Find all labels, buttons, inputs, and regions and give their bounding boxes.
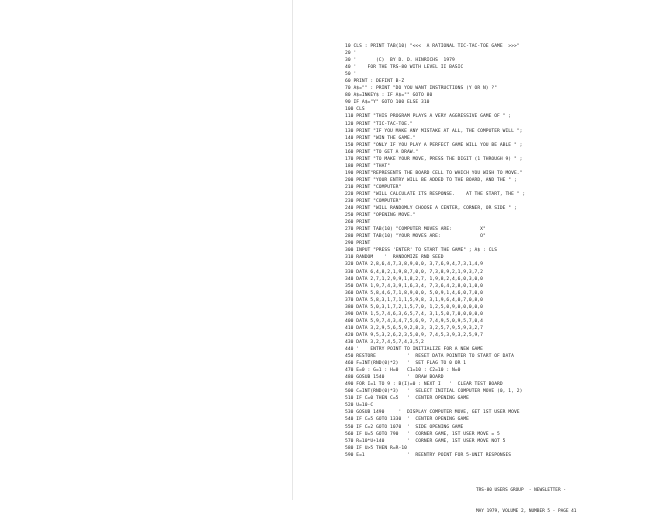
code-line: 560 IF U=5 GOTO 790 ' CORNER GAME, 1ST USER MOVE = 5 — [345, 431, 500, 437]
code-line: 490 FOR I=1 TO 9 : B(I)=0 : NEXT I ' CLEAR TEST BOARD — [345, 382, 503, 388]
code-line: 400 DATA 5,9,7,4,3,4,7,5,6,9, 7,4,9,5,0,9,5,7,0,4 — [345, 318, 483, 324]
code-line: 150 PRINT "ONLY IF YOU PLAY A PERFECT GAME WILL YOU BE ABLE " ; — [345, 142, 523, 148]
code-line: 390 DATA 1,5,7,4,6,3,6,5,7,4, 3,1,5,0,7,0,0,0,0,0 — [345, 311, 483, 317]
code-line: 420 DATA 9,5,3,2,6,2,3,5,0,9, 7,4,5,3,9,3,2,5,9,7 — [345, 332, 483, 338]
code-line: 100 CLS — [345, 107, 365, 113]
code-line: 310 RANDOM ' RANDOMIZE RND SEED — [345, 255, 444, 261]
code-line: 10 CLS : PRINT TAB(10) "<<< A RATIONAL TIC-TAC-TOE GAME >>>" — [345, 44, 520, 49]
code-line: 300 INPUT "PRESS 'ENTER' TO START THE GAME" ; A$ : CLS — [345, 248, 498, 254]
code-line: 270 PRINT TAB(10) "COMPUTER MOVES ARE: X" — [345, 227, 486, 233]
code-line: 540 IF C=5 GOTO 1330 ' CENTER OPENING GAME — [345, 417, 469, 423]
code-line: 410 DATA 3,2,9,5,6,5,9,2,8,3, 3,2,5,7,9,5,9,3,2,7 — [345, 325, 483, 331]
code-line: 370 DATA 5,8,3,1,7,1,1,5,9,8, 3,1,9,6,4,0,7,0,8,0 — [345, 297, 483, 303]
code-line: 330 DATA 6,4,8,2,1,9,8,7,0,0, 7,3,8,9,2,1,9,3,7,2 — [345, 269, 483, 275]
code-line: 130 PRINT "IF YOU MAKE ANY MISTAKE AT ALL, THE COMPUTER WILL "; — [345, 128, 523, 134]
code-line: 340 DATA 2,7,1,2,9,9,1,8,2,7, 1,9,8,2,4,6,0,3,0,0 — [345, 276, 483, 282]
code-line: 170 PRINT "TO MAKE YOUR MOVE, PRESS THE DIGIT (1 THROUGH 9) " ; — [345, 156, 523, 162]
code-line: 450 RESTORE ' RESET DATA POINTER TO START OF DATA — [345, 354, 514, 360]
code-line: 140 PRINT "WIN THE GAME." — [345, 135, 416, 141]
code-line: 500 C=INT(RND(0)*3) ' SELECT INITIAL COMPUTER MOVE (0, 1, 2) — [345, 389, 523, 395]
code-line: 110 PRINT "THIS PROGRAM PLAYS A VERY AGGRESSIVE GAME OF " ; — [345, 114, 512, 120]
code-line: 210 PRINT "COMPUTER" — [345, 184, 402, 190]
page-footer — [476, 473, 636, 529]
newsletter-page — [293, 0, 647, 514]
code-line: 190 PRINT"REPRESENTS THE BOARD CELL TO WHICH YOU WISH TO MOVE." — [345, 170, 523, 176]
basic-program-listing — [345, 43, 641, 459]
code-line: 60 PRINT : DEFINT B-Z — [345, 79, 405, 85]
code-line: 220 PRINT "WILL CALCULATE ITS RESPONSE. AT THE START, THE " ; — [345, 191, 526, 197]
footer-issue: MAY 1979, VOLUME 2, NUMBER 5 - PAGE 41 — [476, 509, 577, 514]
code-line: 70 A$="" : PRINT "DO YOU WANT INSTRUCTIONS (Y OR N) ?" — [345, 86, 498, 92]
code-line: 520 U=10-C — [345, 403, 374, 409]
code-line: 550 IF C=2 GOTO 1070 ' SIDE OPENING GAME — [345, 424, 464, 430]
code-line: 240 PRINT "WILL RANDOMLY CHOOSE A CENTER, CORNER, OR SIDE " ; — [345, 206, 517, 212]
code-line: 120 PRINT "TIC-TAC-TOE." — [345, 121, 413, 127]
code-line: 90 IF A$="Y" GOTO 100 ELSE 310 — [345, 100, 430, 106]
code-line: 160 PRINT "TO GET A DRAW." — [345, 149, 419, 155]
code-line: 510 IF C=0 THEN C=5 ' CENTER OPENING GAME — [345, 396, 469, 402]
code-line: 180 PRINT "THAT" — [345, 163, 391, 169]
code-line: 230 PRINT "COMPUTER" — [345, 199, 402, 205]
code-line: 200 PRINT "YOUR ENTRY WILL BE ADDED TO THE BOARD, AND THE " ; — [345, 177, 517, 183]
code-line: 350 DATA 1,9,7,4,3,9,1,6,3,4, 7,3,6,4,2,8,0,1,0,0 — [345, 283, 483, 289]
code-line: 480 GOSUB 1540 ' DRAW BOARD — [345, 375, 444, 381]
code-line: 430 DATA 3,2,7,4,5,7,4,3,5,2 — [345, 339, 424, 345]
code-line: 40 ' FOR THE TRS-80 WITH LEVEL II BASIC — [345, 65, 464, 71]
code-line: 80 A$=INKEY$ : IF A$="" GOTO 80 — [345, 93, 433, 99]
code-line: 380 DATA 5,0,3,1,7,2,1,5,7,0, 1,2,5,0,9,0,0,0,0,0 — [345, 304, 483, 310]
footer-publication: TRS-80 USERS GROUP - NEWSLETTER - — [476, 488, 566, 493]
code-line: 360 DATA 5,8,4,6,7,1,8,9,0,0, 5,0,9,1,4,6,0,7,0,0 — [345, 290, 483, 296]
code-line: 590 E=1 ' REENTRY POINT FOR 5-UNIT RESPONSES — [345, 452, 512, 458]
code-line: 50 ' — [345, 72, 357, 78]
blank-left-area — [0, 0, 292, 500]
code-line: 440 ' ENTRY POINT TO INITIALIZE FOR A NEW GAME — [345, 347, 483, 353]
code-line: 20 ' — [345, 51, 357, 57]
code-line: 460 F=INT(RND(0)*2) ' SET FLAG TO 0 OR 1 — [345, 361, 467, 367]
code-line: 530 GOSUB 1490 ' DISPLAY COMPUTER MOVE, GET 1ST USER MOVE — [345, 410, 520, 416]
code-line: 470 E=0 : G=1 : H=0 C1=10 : C2=10 : N=0 — [345, 368, 461, 374]
code-line: 290 PRINT — [345, 241, 371, 247]
code-line: 320 DATA 2,8,6,4,7,3,8,9,0,0, 3,7,6,9,4,7,3,1,4,9 — [345, 262, 483, 268]
code-line: 260 PRINT — [345, 220, 371, 226]
code-line: 250 PRINT "OPENING MOVE." — [345, 213, 416, 219]
code-line: 570 R=10*U+140 ' CORNER GAME, 1ST USER MOVE NOT 5 — [345, 438, 506, 444]
code-line: 280 PRINT TAB(10) "YOUR MOVES ARE: O" — [345, 234, 486, 240]
code-line: 580 IF U>5 THEN R=R-10 — [345, 445, 407, 451]
code-line: 30 ' (C) BY D. D. HINRICHS 1979 — [345, 58, 455, 64]
